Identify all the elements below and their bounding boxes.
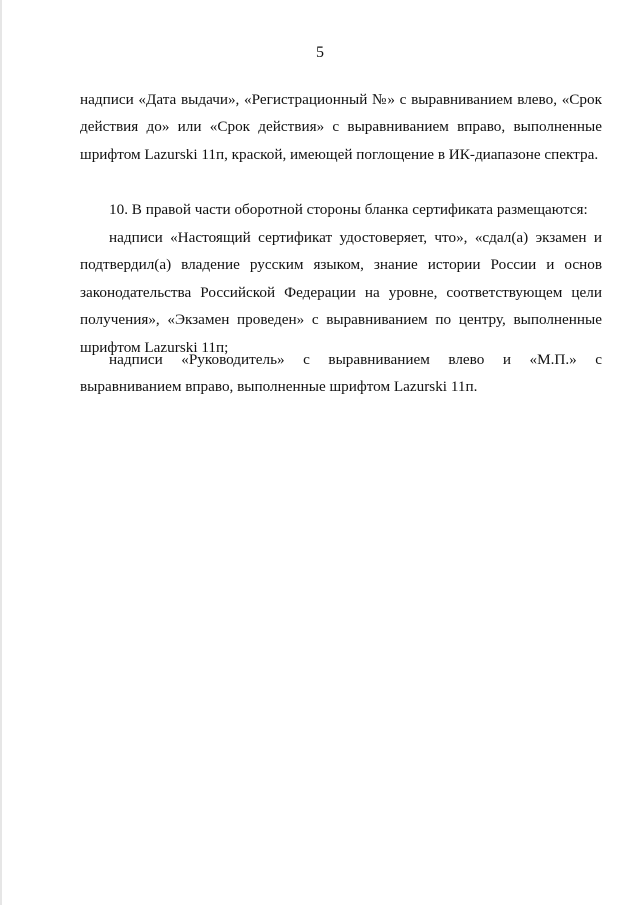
- paragraph-2-block: [80, 196, 602, 223]
- page-number: 5: [316, 44, 324, 61]
- page-left-edge: [0, 0, 2, 905]
- paragraph-1-block: [80, 86, 602, 168]
- paragraph-2: 10. В правой части оборотной стороны бланка сертификата размещаются:: [109, 201, 588, 218]
- paragraph-4: надписи «Руководитель» с выравниванием влево и «М.П.» с выравниванием вправо, выполненные шрифтом Lazurski 11п.: [80, 351, 602, 396]
- paragraph-3: надписи «Настоящий сертификат удостоверяет, что», «сдал(а) экзамен и подтвердил(а) владение русским языком, знание истории России и основ законодательства Российской Федерации на уровне, соответствующем цели получения», «Экзамен проведен» с выравниванием по центру, выполненные шрифтом Lazurski 11п;: [80, 229, 602, 356]
- paragraph-1: надписи «Дата выдачи», «Регистрационный №» с выравниванием влево, «Срок действия до» или «Срок действия» с выравниванием вправо, выполненные шрифтом Lazurski 11п, краской, имеющей поглощение в ИК-диапазоне спектра.: [80, 91, 602, 163]
- paragraph-4-block: [80, 346, 602, 401]
- paragraph-3-block: [80, 224, 602, 361]
